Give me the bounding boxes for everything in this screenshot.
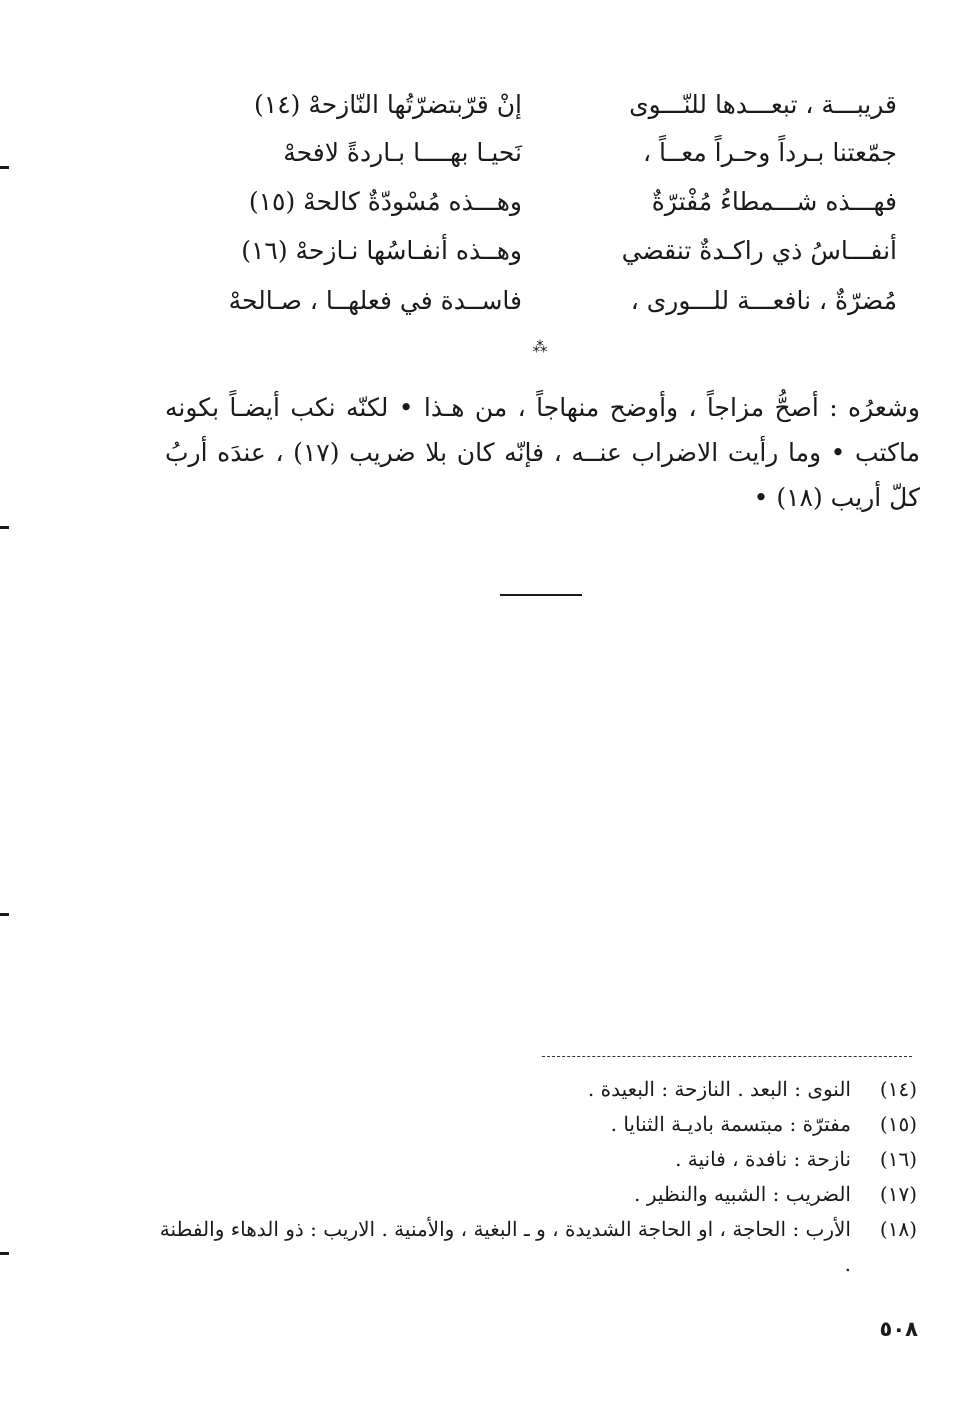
poem-verse [157, 131, 897, 175]
footnote-number: (١٤) [879, 1077, 917, 1101]
verse-first-hemistich: أنفـــاسُ ذي راكـدةٌ تنقضي [621, 236, 897, 265]
footnotes [157, 1072, 917, 1282]
footnote-text: الضريب : الشبيه والنظير . [634, 1182, 851, 1206]
verse-second-hemistich: وهـــذه مُسْودّةٌ كالحهْ (١٥) [248, 187, 522, 216]
footnote-number: (١٨) [879, 1217, 917, 1241]
margin-mark [0, 1252, 9, 1255]
verse-second-hemistich: نَحيـا بهــــا بـاردةً لافحهْ [283, 138, 522, 167]
footnote [157, 1212, 917, 1282]
footnote [157, 1072, 917, 1107]
section-end-rule [500, 594, 582, 596]
poem-verse [157, 180, 897, 224]
footnote-text: النوى : البعد . النازحة : البعيدة . [587, 1077, 851, 1101]
footnote-number: (١٦) [879, 1147, 917, 1171]
footnote-separator [542, 1056, 912, 1057]
poem-verse [157, 83, 897, 127]
margin-mark [0, 526, 9, 529]
page-number: ٥٠٨ [879, 1317, 918, 1341]
margin-mark [0, 166, 9, 169]
poem-verse [157, 279, 897, 323]
verse-second-hemistich: وهــذه أنفـاسُها نـازحهْ (١٦) [241, 236, 522, 265]
verse-first-hemistich: فهـــذه شـــمطاءُ مُفْترّةٌ [651, 187, 897, 216]
verse-first-hemistich: قريبـــة ، تبعـــدها للنّـــوى [629, 90, 897, 119]
prose-text: وشعرُه : أصحُّ مزاجاً ، وأوضح منهاجاً ، من هـذا • لكنّه نكب أيضـاً بكونه ماكتب • وما رأيت الاضراب عنــه ، فإنّه كان بلا ضريب (١٧) ، عندَه أربُ كلّ أريب (١٨) • [165, 393, 920, 512]
footnote-text: مفترّة : مبتسمة باديـة الثنايا . [610, 1112, 851, 1136]
footnote-number: (١٥) [879, 1112, 917, 1136]
poem-verse [157, 229, 897, 273]
verse-first-hemistich: مُضرّةٌ ، نافعـــة للـــورى ، [630, 286, 897, 315]
margin-mark [0, 913, 9, 916]
footnote-text: الأرب : الحاجة ، او الحاجة الشديدة ، و ـ البغية ، والأمنية . الاريب : ذو الدهاء والفطنة . [159, 1217, 851, 1276]
prose-paragraph [165, 385, 920, 520]
footnote-number: (١٧) [879, 1182, 917, 1206]
verse-first-hemistich: جمّعتنا بـرداً وحـراً معــاً ، [643, 138, 897, 167]
footnote [157, 1142, 917, 1177]
verse-second-hemistich: إنْ قرّبتضرّتُها النّازحهْ (١٤) [254, 90, 522, 119]
asterism-ornament-icon: ⁂ [532, 338, 548, 356]
verse-second-hemistich: فاســدة في فعلهــا ، صـالحهْ [228, 286, 522, 315]
footnote-text: نازحة : نافدة ، فانية . [675, 1147, 851, 1171]
footnote [157, 1177, 917, 1212]
footnote [157, 1107, 917, 1142]
